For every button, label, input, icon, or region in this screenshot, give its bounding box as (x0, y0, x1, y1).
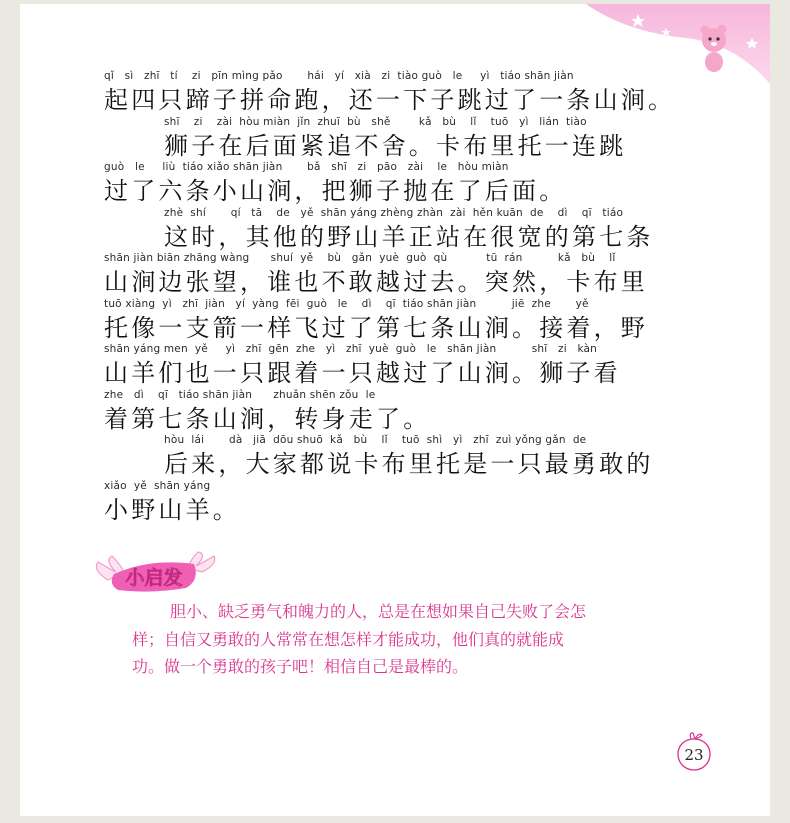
pinyin-line: zhè shí qí tā de yě shān yáng zhèng zhàn zài hěn kuān de dì qī tiáo (164, 206, 624, 219)
hanzi-line: 着第七条山涧，转身走了。 (104, 404, 431, 433)
text-line (104, 434, 704, 480)
page-number-badge (672, 730, 716, 774)
inspiration-badge (90, 550, 220, 598)
text-line (104, 298, 704, 344)
book-page (20, 4, 770, 816)
tip-line: 胆小、缺乏勇气和魄力的人，总是在想如果自己失败了会怎 (170, 602, 587, 621)
text-line (104, 116, 704, 162)
pinyin-line: shān yáng men yě yì zhī gēn zhe yì zhī yuè guò le shān jiàn shī zi kàn (104, 343, 598, 355)
pinyin-line: zhe dì qī tiáo shān jiàn zhuǎn shēn zǒu le (104, 388, 376, 401)
tip-paragraph (132, 598, 692, 681)
tip-line: 功。做一个勇敢的孩子吧！相信自己是最棒的。 (132, 657, 469, 676)
hanzi-line: 小野山羊。 (104, 495, 240, 524)
story-text (104, 70, 704, 525)
pinyin-line: shī zi zài hòu miàn jǐn zhuī bù shě kǎ bù lǐ tuō yì lián tiào (164, 115, 587, 128)
text-line (104, 389, 704, 435)
pinyin-line: tuō xiàng yì zhī jiàn yí yàng fēi guò le dì qī tiáo shān jiàn jiē zhe yě (104, 297, 589, 310)
hanzi-line: 这时，其他的野山羊正站在很宽的第七条 (164, 222, 654, 251)
text-line (104, 480, 704, 526)
text-line (104, 343, 704, 389)
text-line (104, 207, 704, 253)
text-line (104, 70, 704, 116)
hanzi-line: 过了六条小山涧，把狮子抛在了后面。 (104, 177, 567, 205)
pinyin-line: shān jiàn biān zhāng wàng shuí yě bù gǎn yuè guò qù tū rán kǎ bù lǐ (104, 252, 616, 264)
text-line (104, 252, 704, 298)
badge-label: 小启发 (125, 567, 183, 589)
pinyin-line: xiǎo yě shān yáng (104, 479, 211, 492)
hanzi-line: 山羊们也一只跟着一只越过了山涧。狮子看 (104, 359, 621, 387)
text-line (104, 161, 704, 207)
hanzi-line: 托像一支箭一样飞过了第七条山涧。接着，野 (104, 313, 648, 342)
hanzi-line: 狮子在后面紧追不舍。卡布里托一连跳 (164, 131, 627, 160)
pinyin-line: hòu lái dà jiā dōu shuō kǎ bù lǐ tuō shì yì zhī zuì yǒng gǎn de (164, 434, 587, 446)
bear-icon (701, 25, 727, 73)
hanzi-line: 后来，大家都说卡布里托是一只最勇敢的 (164, 450, 654, 478)
tip-line: 样；自信又勇敢的人常常在想怎样才能成功，他们真的就能成 (132, 629, 565, 649)
hanzi-line: 山涧边张望，谁也不敢越过去。突然，卡布里 (104, 268, 648, 296)
pinyin-line: guò le liù tiáo xiǎo shān jiàn bǎ shī zi pāo zài le hòu miàn (104, 161, 509, 173)
hanzi-line: 起四只蹄子拼命跑，还一下子跳过了一条山涧。 (104, 86, 676, 114)
page-number: 23 (684, 746, 704, 764)
pinyin-line: qǐ sì zhī tí zi pīn mìng pǎo hái yí xià zi tiào guò le yì tiáo shān jiàn (104, 70, 574, 82)
